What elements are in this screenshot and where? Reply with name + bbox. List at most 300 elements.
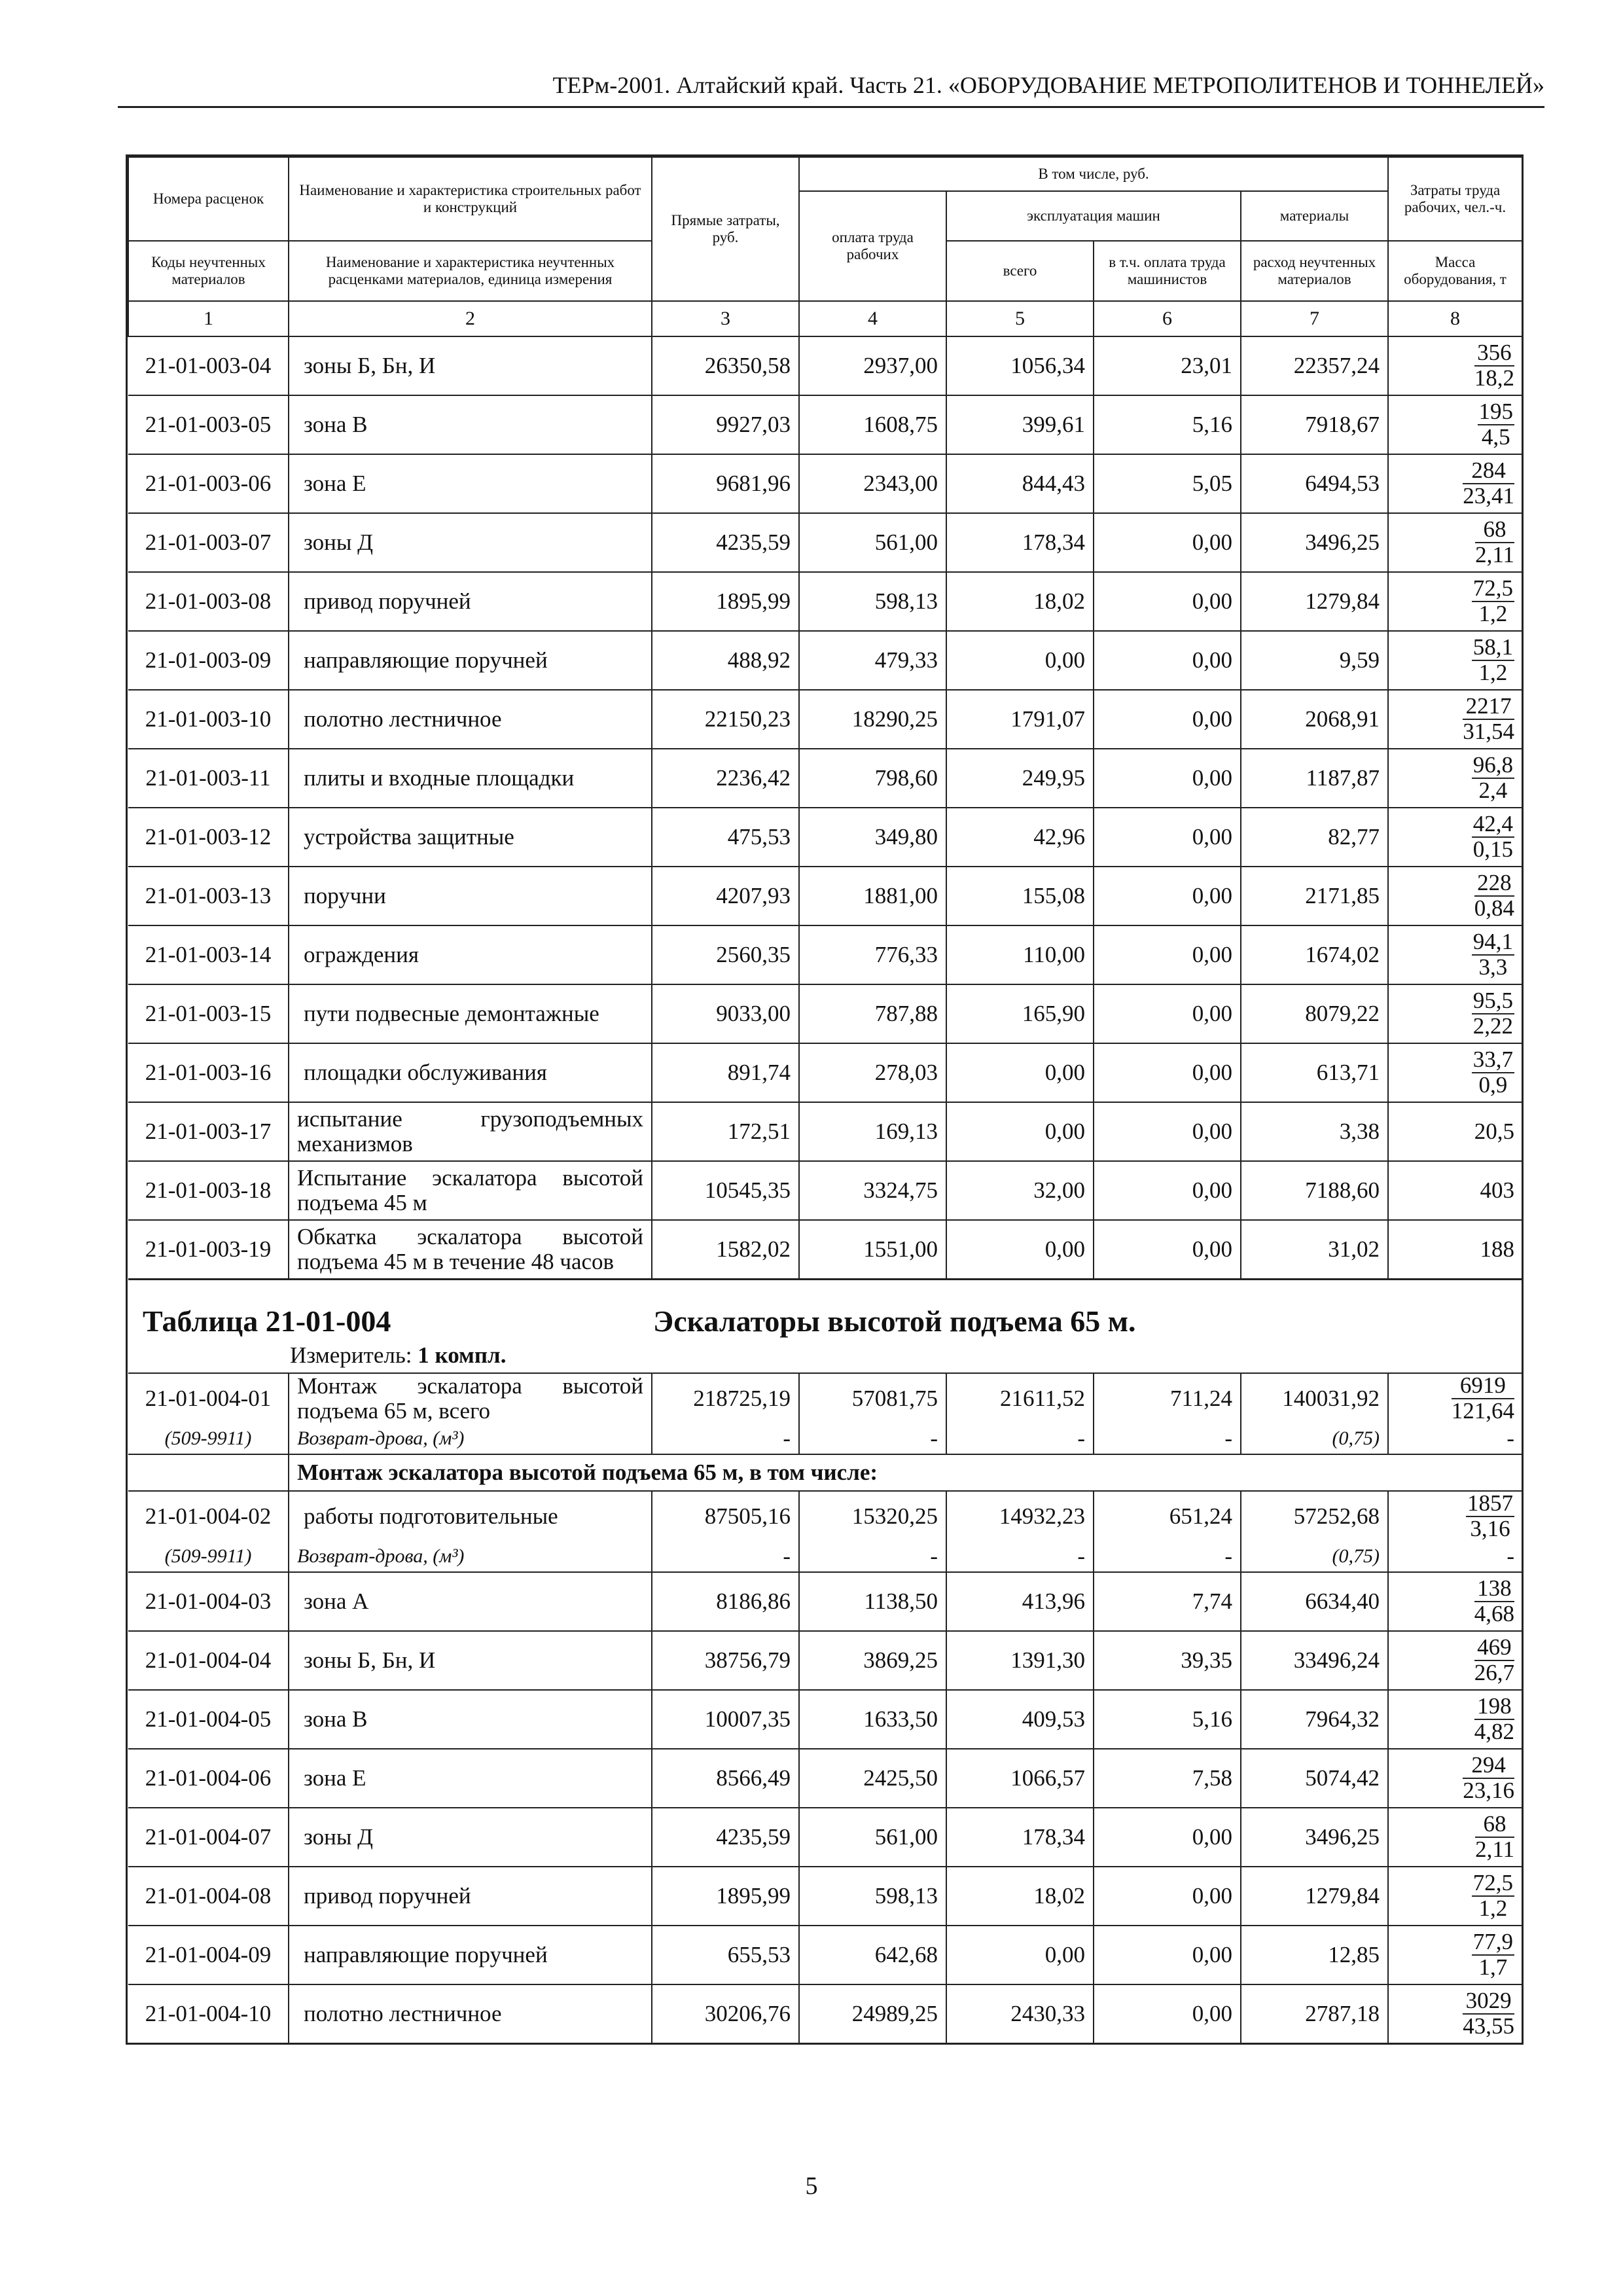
dash: - [1507,1543,1515,1569]
labor-pay: 349,80 [799,808,946,867]
materials-cost: 2171,85 [1241,867,1388,925]
materials-cost: 8079,22 [1241,984,1388,1043]
materials-cost: 1279,84 [1241,572,1388,631]
labor-pay: 2937,00 [799,336,946,395]
machines-total: 399,61 [946,395,1094,454]
labor-hours: 72,5 [1472,575,1514,601]
equipment-mass: 0,15 [1472,836,1514,862]
labor-mass-fraction [1475,1812,1514,1862]
equipment-mass: 2,22 [1472,1013,1514,1039]
table-row [128,572,1522,631]
rate-name: полотно лестничное [289,1984,652,2043]
materials-cost: 7188,60 [1241,1161,1388,1220]
table-row [128,808,1522,867]
machinists-pay: 0,00 [1094,572,1241,631]
machines-total: 0,00 [946,1043,1094,1102]
machinists-pay: 0,00 [1094,513,1241,572]
col-number: 4 [799,301,946,336]
labor-pay: 15320,25 [799,1491,946,1541]
direct-costs: 22150,23 [652,690,799,749]
machinists-pay: 0,00 [1094,690,1241,749]
table-004 [128,1280,1522,1572]
labor-mass-fraction [1474,341,1514,391]
equipment-mass: 43,55 [1463,2013,1515,2039]
rate-code: 21-01-003-05 [128,395,289,454]
page-number: 5 [805,2172,818,2200]
rate-name: поручни [289,867,652,925]
running-header: ТЕРм-2001. Алтайский край. Часть 21. «ОБОРУДОВАНИЕ МЕТРОПОЛИТЕНОВ И ТОННЕЛЕЙ» [118,64,1544,108]
direct-costs: 2560,35 [652,925,799,984]
labor-hours: 294 [1463,1753,1514,1779]
rate-name: зона А [289,1572,652,1631]
labor-hours: 96,8 [1472,752,1514,778]
direct-costs: 9033,00 [652,984,799,1043]
header-material-use: расход неучтенных материалов [1241,241,1388,301]
rate-name: зоны Д [289,1808,652,1867]
rate-name: площадки обслуживания [289,1043,652,1102]
rate-code: 21-01-003-13 [128,867,289,925]
rate-code: 21-01-003-11 [128,749,289,808]
labor-pay: 18290,25 [799,690,946,749]
labor-pay: 2343,00 [799,454,946,513]
labor-hours: 95,5 [1472,988,1514,1014]
rate-name: зона В [289,1690,652,1749]
direct-costs: 9681,96 [652,454,799,513]
rate-code: 21-01-004-02 [128,1491,289,1541]
table-row [128,1102,1522,1161]
labor-pay: 24989,25 [799,1984,946,2043]
header-machine-op: эксплуатация машин [946,191,1241,241]
materials-cost: 82,77 [1241,808,1388,867]
direct-costs: 1895,99 [652,1867,799,1926]
table-row [128,1161,1522,1220]
rate-code: 21-01-003-08 [128,572,289,631]
header-direct-costs: Прямые затраты, руб. [652,157,799,301]
rate-name: испытание грузоподъемных механизмов [289,1102,652,1161]
direct-costs: 655,53 [652,1926,799,1984]
material-use: (0,75) [1241,1541,1388,1572]
labor-pay: 598,13 [799,1867,946,1926]
dash: - [799,1541,946,1572]
rate-name: зона Е [289,454,652,513]
machinists-pay: 0,00 [1094,1867,1241,1926]
direct-costs: 891,74 [652,1043,799,1102]
table-row [128,1749,1522,1808]
labor-pay: 561,00 [799,513,946,572]
labor-hours: 68 [1475,518,1514,543]
header-material-names: Наименование и характеристика неучтенных расценками материалов, единица измерения [289,241,652,301]
machinists-pay: 0,00 [1094,631,1241,690]
equipment-mass: 23,41 [1463,483,1515,509]
table-row [128,1491,1522,1541]
labor-pay: 561,00 [799,1808,946,1867]
rates-table [126,154,1524,2045]
labor-hours: 188 [1388,1220,1522,1280]
labor-pay: 2425,50 [799,1749,946,1808]
dash: - [1094,1541,1241,1572]
table-row [128,925,1522,984]
labor-mass-fraction [1466,1492,1514,1541]
labor-pay: 57081,75 [799,1373,946,1424]
labor-hours: 94,1 [1472,929,1514,955]
labor-hours: 198 [1474,1695,1514,1720]
equipment-mass: 26,7 [1474,1659,1515,1685]
equipment-mass: 4,82 [1474,1718,1515,1744]
header-rate-numbers: Номера расценок [128,157,289,241]
rate-name: зона Е [289,1749,652,1808]
materials-cost: 7964,32 [1241,1690,1388,1749]
machines-total: 1791,07 [946,690,1094,749]
rate-name: Обкатка эскалатора высотой подъема 45 м в течение 48 часов [289,1220,652,1280]
direct-costs: 1582,02 [652,1220,799,1280]
machinists-pay: 0,00 [1094,749,1241,808]
rate-code: 21-01-004-06 [128,1749,289,1808]
table-004-heading [128,1280,1522,1342]
direct-costs: 9927,03 [652,395,799,454]
materials-cost: 31,02 [1241,1220,1388,1280]
direct-costs: 4235,59 [652,513,799,572]
materials-cost: 6634,40 [1241,1572,1388,1631]
labor-pay: 1881,00 [799,867,946,925]
labor-pay: 3869,25 [799,1631,946,1690]
labor-mass-fraction [1478,400,1515,450]
labor-hours: 72,5 [1472,1869,1514,1895]
labor-hours: 42,4 [1472,811,1514,837]
machines-total: 2430,33 [946,1984,1094,2043]
rate-name: Испытание эскалатора высотой подъема 45 м [289,1161,652,1220]
labor-hours: 3029 [1463,1989,1514,2015]
direct-costs: 488,92 [652,631,799,690]
materials-cost: 9,59 [1241,631,1388,690]
materials-cost: 33496,24 [1241,1631,1388,1690]
direct-costs: 172,51 [652,1102,799,1161]
rate-code: 21-01-003-10 [128,690,289,749]
labor-mass-fraction [1463,694,1514,744]
table-004-meter [128,1342,1522,1372]
rate-code: 21-01-004-01 [128,1373,289,1424]
labor-hours: 403 [1388,1161,1522,1220]
material-name: Возврат-дрова, (м³) [289,1424,652,1454]
machinists-pay: 651,24 [1094,1491,1241,1541]
header-total: всего [946,241,1094,301]
labor-mass-fraction [1463,459,1514,509]
labor-hours: 6919 [1452,1374,1514,1399]
machinists-pay: 5,05 [1094,454,1241,513]
machinists-pay: 5,16 [1094,1690,1241,1749]
machines-total: 178,34 [946,513,1094,572]
machinists-pay: 0,00 [1094,984,1241,1043]
labor-hours: 68 [1475,1812,1514,1838]
equipment-mass: 3,3 [1478,954,1508,980]
equipment-mass: 1,2 [1478,1895,1508,1921]
rate-code: 21-01-003-15 [128,984,289,1043]
equipment-mass: 31,54 [1463,719,1515,744]
machines-total: 155,08 [946,867,1094,925]
machines-total: 165,90 [946,984,1094,1043]
direct-costs: 475,53 [652,808,799,867]
equipment-mass: 4,5 [1481,424,1510,450]
rate-code: 21-01-004-07 [128,1808,289,1867]
labor-pay: 278,03 [799,1043,946,1102]
labor-mass-fraction [1474,1636,1514,1685]
table-row [128,454,1522,513]
direct-costs: 10007,35 [652,1690,799,1749]
rate-code: 21-01-004-05 [128,1690,289,1749]
rate-name: зона В [289,395,652,454]
table-subrow [128,1424,1522,1454]
materials-cost: 3496,25 [1241,1808,1388,1867]
machinists-pay: 0,00 [1094,808,1241,867]
labor-hours: 138 [1474,1577,1514,1602]
table-004-rows [128,1572,1522,2043]
labor-pay: 1138,50 [799,1572,946,1631]
labor-mass-fraction [1472,1048,1514,1098]
labor-mass-fraction [1463,1989,1514,2039]
rate-name: зоны Б, Бн, И [289,1631,652,1690]
dash: - [946,1424,1094,1454]
material-name: Возврат-дрова, (м³) [289,1541,652,1572]
labor-hours: 33,7 [1472,1047,1514,1073]
table-row [128,1631,1522,1690]
labor-hours: 228 [1474,871,1514,897]
labor-hours: 195 [1478,399,1514,425]
table-004-title: Таблица 21-01-004 [143,1304,391,1338]
labor-pay: 169,13 [799,1102,946,1161]
col-number: 1 [128,301,289,336]
table-row [128,631,1522,690]
materials-cost: 57252,68 [1241,1491,1388,1541]
machines-total: 1066,57 [946,1749,1094,1808]
table-row [128,1572,1522,1631]
table-row [128,513,1522,572]
materials-cost: 22357,24 [1241,336,1388,395]
labor-pay: 642,68 [799,1926,946,1984]
labor-mass-fraction [1472,1930,1514,1980]
material-use: (0,75) [1241,1424,1388,1454]
equipment-mass: 2,11 [1475,1836,1515,1862]
machines-total: 844,43 [946,454,1094,513]
table-004-name: Эскалаторы высотой подъема 65 м. [653,1304,1136,1338]
dash: - [1507,1426,1515,1451]
col-number: 2 [289,301,652,336]
machines-total: 42,96 [946,808,1094,867]
header-materials: материалы [1241,191,1388,241]
labor-mass-fraction [1472,1871,1514,1921]
dash: - [652,1541,799,1572]
rate-name: привод поручней [289,572,652,631]
rate-name: пути подвесные демонтажные [289,984,652,1043]
column-numbers-row [128,301,1522,336]
rate-code: 21-01-003-07 [128,513,289,572]
header-work-name: Наименование и характеристика строительных работ и конструкций [289,157,652,241]
dash: - [946,1541,1094,1572]
materials-cost: 3,38 [1241,1102,1388,1161]
rate-name: плиты и входные площадки [289,749,652,808]
labor-mass-fraction [1472,930,1514,980]
table-row [128,749,1522,808]
rate-code: 21-01-003-17 [128,1102,289,1161]
labor-hours: 1857 [1467,1491,1514,1516]
material-code: (509-9911) [128,1541,289,1572]
meter-label: Измеритель: [290,1342,412,1368]
labor-hours: 356 [1474,341,1514,367]
labor-pay: 798,60 [799,749,946,808]
machinists-pay: 0,00 [1094,1220,1241,1280]
materials-cost: 6494,53 [1241,454,1388,513]
table-row [128,1043,1522,1102]
rate-name: привод поручней [289,1867,652,1926]
equipment-mass: 2,11 [1475,542,1515,567]
rate-code: 21-01-004-03 [128,1572,289,1631]
col-number: 6 [1094,301,1241,336]
rate-name: зоны Д [289,513,652,572]
table-row [128,1690,1522,1749]
rate-code: 21-01-004-09 [128,1926,289,1984]
table-row [128,1984,1522,2043]
direct-costs: 8186,86 [652,1572,799,1631]
dash: - [652,1424,799,1454]
table-row [128,690,1522,749]
labor-mass-fraction [1472,753,1514,803]
equipment-mass: 1,7 [1478,1954,1508,1980]
machines-total: 0,00 [946,631,1094,690]
machines-total: 0,00 [946,1926,1094,1984]
rate-name: работы подготовительные [289,1491,652,1541]
materials-cost: 1279,84 [1241,1867,1388,1926]
labor-pay: 776,33 [799,925,946,984]
machinists-pay: 0,00 [1094,867,1241,925]
machinists-pay: 711,24 [1094,1373,1241,1424]
rate-name: ограждения [289,925,652,984]
table-row [128,1867,1522,1926]
equipment-mass: 1,2 [1478,601,1508,626]
labor-pay: 479,33 [799,631,946,690]
machinists-pay: 0,00 [1094,1043,1241,1102]
table-row [128,867,1522,925]
table-row [128,1373,1522,1424]
rate-code: 21-01-003-19 [128,1220,289,1280]
machinists-pay: 23,01 [1094,336,1241,395]
direct-costs: 26350,58 [652,336,799,395]
rate-name: направляющие поручней [289,631,652,690]
col-number: 7 [1241,301,1388,336]
machines-total: 0,00 [946,1102,1094,1161]
header-incl-machinists: в т.ч. оплата труда машинистов [1094,241,1241,301]
direct-costs: 218725,19 [652,1373,799,1424]
equipment-mass: 0,9 [1478,1072,1508,1098]
rate-code: 21-01-003-12 [128,808,289,867]
dash: - [799,1424,946,1454]
rate-code: 21-01-003-14 [128,925,289,984]
machines-total: 178,34 [946,1808,1094,1867]
equipment-mass: 4,68 [1474,1600,1515,1626]
labor-pay: 3324,75 [799,1161,946,1220]
rate-name: Монтаж эскалатора высотой подъема 65 м, всего [289,1373,652,1424]
direct-costs: 1895,99 [652,572,799,631]
machines-total: 14932,23 [946,1491,1094,1541]
table-row [128,336,1522,395]
direct-costs: 4207,93 [652,867,799,925]
table-row [128,984,1522,1043]
labor-mass-fraction [1452,1374,1514,1424]
col-number: 3 [652,301,799,336]
labor-mass-fraction [1474,1577,1514,1626]
machines-total: 409,53 [946,1690,1094,1749]
materials-cost: 613,71 [1241,1043,1388,1102]
equipment-mass: 23,16 [1463,1777,1515,1803]
machinists-pay: 0,00 [1094,1102,1241,1161]
rate-name: направляющие поручней [289,1926,652,1984]
labor-hours: 77,9 [1472,1928,1514,1954]
machinists-pay: 7,58 [1094,1749,1241,1808]
table-row [128,1220,1522,1280]
machinists-pay: 0,00 [1094,925,1241,984]
dash: - [1094,1424,1241,1454]
direct-costs: 10545,35 [652,1161,799,1220]
materials-cost: 140031,92 [1241,1373,1388,1424]
direct-costs: 38756,79 [652,1631,799,1690]
machinists-pay: 0,00 [1094,1984,1241,2043]
machines-total: 21611,52 [946,1373,1094,1424]
rate-name: полотно лестничное [289,690,652,749]
direct-costs: 87505,16 [652,1491,799,1541]
rate-code: 21-01-004-10 [128,1984,289,2043]
rate-name: зоны Б, Бн, И [289,336,652,395]
machinists-pay: 39,35 [1094,1631,1241,1690]
labor-mass-fraction [1463,1753,1514,1803]
table-row [128,395,1522,454]
labor-pay: 598,13 [799,572,946,631]
subheading-text: Монтаж эскалатора высотой подъема 65 м, в том числе: [289,1454,1522,1491]
header-material-codes: Коды неучтенных материалов [128,241,289,301]
direct-costs: 30206,76 [652,1984,799,2043]
col-number: 8 [1388,301,1522,336]
machines-total: 413,96 [946,1572,1094,1631]
materials-cost: 7918,67 [1241,395,1388,454]
equipment-mass: 18,2 [1474,365,1515,391]
machinists-pay: 0,00 [1094,1161,1241,1220]
meter-value: 1 компл. [418,1342,507,1368]
rate-name: устройства защитные [289,808,652,867]
machines-total: 18,02 [946,1867,1094,1926]
material-code: (509-9911) [128,1424,289,1454]
materials-cost: 2068,91 [1241,690,1388,749]
header-equip-mass: Масса оборудования, т [1388,241,1522,301]
machines-total: 0,00 [946,1220,1094,1280]
machines-total: 110,00 [946,925,1094,984]
table-row [128,1926,1522,1984]
machines-total: 32,00 [946,1161,1094,1220]
rate-code: 21-01-003-06 [128,454,289,513]
labor-mass-fraction [1472,577,1514,626]
materials-cost: 1187,87 [1241,749,1388,808]
machines-total: 1056,34 [946,336,1094,395]
header-incl: В том числе, руб. [799,157,1388,191]
direct-costs: 8566,49 [652,1749,799,1808]
machinists-pay: 0,00 [1094,1926,1241,1984]
materials-cost: 1674,02 [1241,925,1388,984]
labor-mass-fraction [1472,812,1514,862]
labor-pay: 1633,50 [799,1690,946,1749]
labor-pay: 787,88 [799,984,946,1043]
labor-mass-fraction [1475,518,1514,567]
machinists-pay: 0,00 [1094,1808,1241,1867]
labor-mass-fraction [1474,871,1514,921]
labor-hours: 469 [1474,1636,1514,1661]
table-subrow [128,1541,1522,1572]
labor-mass-fraction [1474,1695,1514,1744]
materials-cost: 2787,18 [1241,1984,1388,2043]
